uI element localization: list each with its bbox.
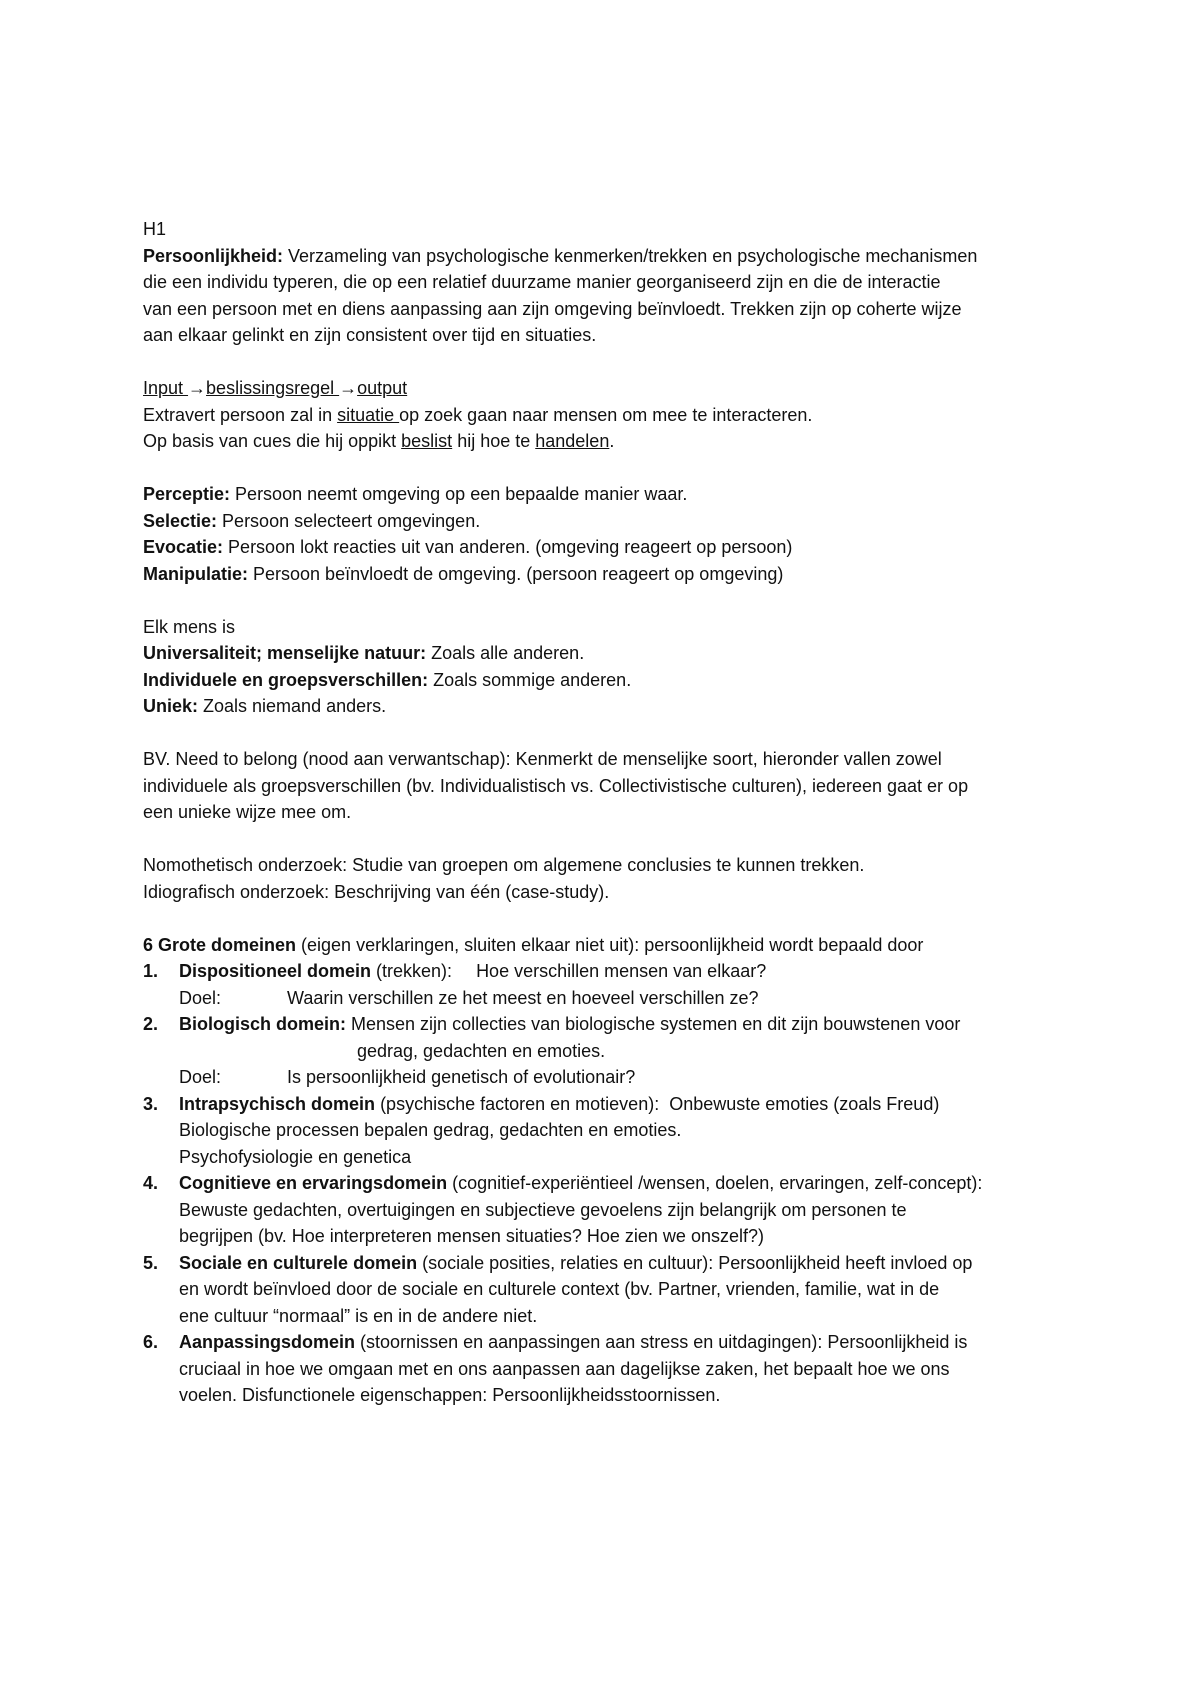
domain-item: 4. Cognitieve en ervaringsdomein (cognitief-experiëntieel /wensen, doelen, ervaringen, zelf-concept): Bewuste gedachten, overtuigingen en subjectieve gevoelens zijn belangrijk om personen te begrijpen (bv. Hoe interpreteren mensen situaties? Hoe zien we onszelf?) (143, 1173, 983, 1246)
domain-item: 2. Biologisch domein: Mensen zijn collecties van biologische systemen en dit zijn bouwstenen voor gedrag, gedachten en emoties. Doel: Is persoonlijkheid genetisch of evolutionair? (143, 1014, 961, 1087)
domain-item: 3. Intrapsychisch domein (psychische factoren en motieven): Onbewuste emoties (zoals Freud) Biologische processen bepalen gedrag, gedachten en emoties. Psychofysiologie en genetica (143, 1093, 940, 1167)
input-output-model: Input →beslissingsregel →output Extravert persoon zal in situatie op zoek gaan naar mensen om mee te interacteren. Op basis van cues die hij oppikt beslist hij hoe te handelen. (143, 378, 813, 451)
input-label: Input (143, 378, 189, 398)
process-list (143, 481, 1083, 587)
level-item: Universaliteit; menselijke natuur: Zoals alle anderen. (143, 643, 585, 663)
arrow-icon: → (188, 378, 207, 398)
process-item: Manipulatie: Persoon beïnvloedt de omgeving. (persoon reageert op omgeving) (143, 563, 784, 584)
process-item: Evocatie: Persoon lokt reacties uit van anderen. (omgeving reageert op persoon) (143, 537, 793, 557)
process-item: Selectie: Persoon selecteert omgevingen. (143, 510, 481, 531)
definition-paragraph: Persoonlijkheid: Verzameling van psychologische kenmerken/trekken en psychologische mechanismen die een individu typeren, die op een relatief duurzame manier georganiseerd zijn en die de interactie van een persoon met en diens aanpassing aan zijn omgeving beïnvloedt. Trekken zijn op coherte wijze aan elkaar gelinkt en zijn consistent over tijd en situaties. (143, 245, 978, 345)
rule-label: beslissingsregel (206, 378, 340, 398)
output-label: output (357, 378, 408, 398)
research-paragraph: Nomothetisch onderzoek: Studie van groepen om algemene conclusies te kunnen trekken. Idiografisch onderzoek: Beschrijving van één (case-study). (143, 855, 865, 902)
process-item: Perceptie: Persoon neemt omgeving op een bepaalde manier waar. (143, 484, 688, 504)
definition-term: Persoonlijkheid: (143, 245, 284, 266)
example-paragraph: BV. Need to belong (nood aan verwantschap): Kenmerkt de menselijke soort, hieronder vallen zowel individuele als groepsverschillen (bv. Individualistisch vs. Collectivistische culturen), iedereen gaat er op een unieke wijze mee om. (143, 749, 969, 822)
level-item: Individuele en groepsverschillen: Zoals sommige anderen. (143, 669, 632, 690)
chapter-heading: H1 (143, 219, 167, 239)
domains-intro: 6 Grote domeinen (eigen verklaringen, sluiten elkaar niet uit): persoonlijkheid wordt bepaald door (143, 934, 924, 955)
levels-list (143, 614, 1083, 720)
levels-intro: Elk mens is (143, 616, 236, 637)
level-item: Uniek: Zoals niemand anders. (143, 696, 387, 716)
domain-item: 1. Dispositioneel domein (trekken): Hoe verschillen mensen van elkaar? Doel: Waarin verschillen ze het meest en hoeveel verschillen ze? (143, 961, 767, 1008)
domain-item: 6. Aanpassingsdomein (stoornissen en aanpassingen aan stress en uitdagingen): Persoonlijkheid is cruciaal in hoe we omgaan met en ons aanpassen aan dagelijkse zaken, het bepaalt hoe we ons voelen. Disfunctionele eigenschappen: Persoonlijkheidsstoornissen. (143, 1332, 968, 1405)
domain-item: 5. Sociale en culturele domein (sociale posities, relaties en cultuur): Persoonlijkheid heeft invloed op en wordt beïnvloed door de sociale en culturele context (bv. Partner, vrienden, familie, wat in de ene cultuur “normaal” is en in de andere niet. (143, 1252, 973, 1326)
arrow-icon: → (339, 378, 358, 398)
document-page (143, 216, 1083, 1409)
domains-list (143, 958, 1083, 1409)
